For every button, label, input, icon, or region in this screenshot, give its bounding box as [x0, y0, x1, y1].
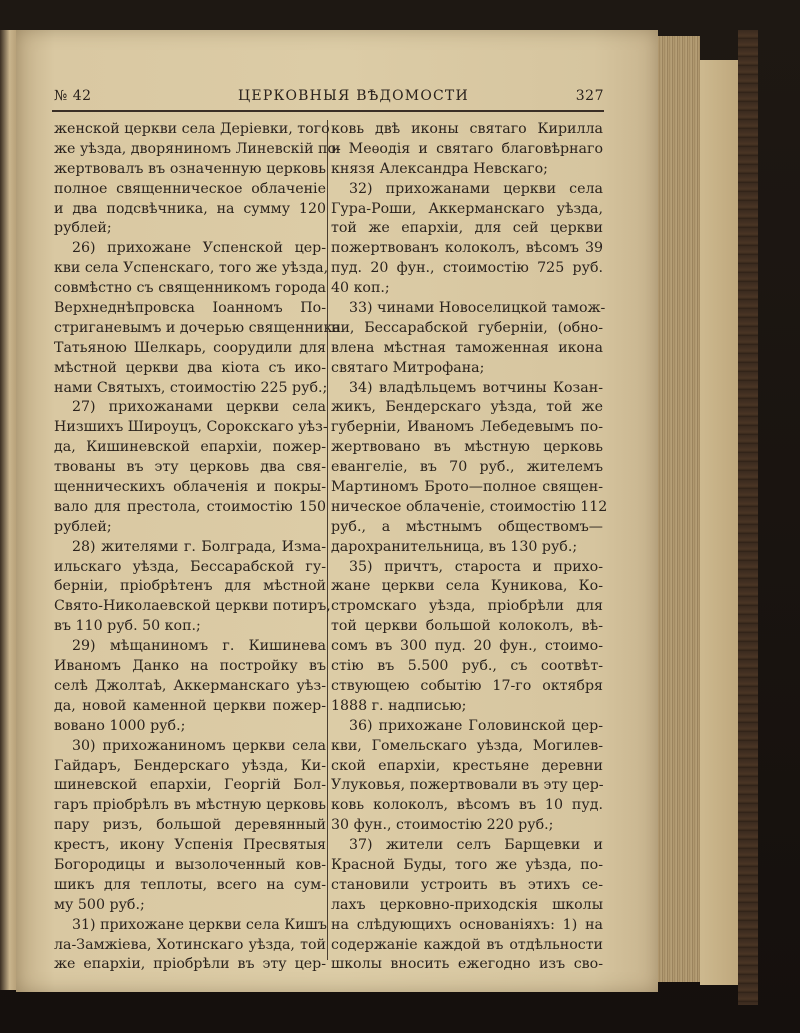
issue-number: № 42 [54, 88, 92, 104]
right-column-line: 32) прихожанами церкви села [349, 180, 603, 197]
right-column-line: жикъ, Бендерскаго уѣзда, той же [331, 399, 603, 416]
left-column-line: шикъ для теплоты, всего на сум- [54, 876, 326, 893]
left-column-line: селѣ Джолтаѣ, Аккерманскаго уѣз- [54, 677, 326, 694]
left-column-line: же епархіи, пріобрѣли въ эту цер- [54, 956, 326, 973]
left-column-line: 31) прихожане церкви села Кишъ [72, 916, 327, 933]
left-column-line: 29) мѣщаниномъ г. Кишинева [72, 638, 326, 655]
left-column-line: гаръ пріобрѣлъ въ мѣстную церковь [54, 797, 326, 814]
right-column-line: ской епархіи, крестьяне деревни [331, 757, 603, 774]
left-column-line: му 500 руб.; [54, 896, 145, 913]
left-column-line: 26) прихожане Успенской цер- [72, 240, 326, 257]
page-number: 327 [575, 88, 604, 104]
journal-title: ЦЕРКОВНЫЯ ВѢДОМОСТИ [238, 88, 469, 104]
left-column-line: 28) жителями г. Болграда, Изма- [72, 538, 326, 555]
right-column-line: той церкви большой колоколъ, вѣ- [331, 618, 603, 635]
right-column-line: и Меѳодія и святаго благовѣрнаго [331, 140, 603, 157]
right-column-line: 33) чинами Новоселицкой тамож- [349, 300, 606, 317]
right-column-line: 36) прихожане Головинской цер- [349, 717, 603, 734]
right-column-line: Гура-Роши, Аккерманскаго уѣзда, [331, 200, 603, 217]
right-column-line: Красной Буды, того же уѣзда, по- [331, 856, 603, 873]
left-column-line: совмѣстно съ священникомъ города [54, 280, 326, 297]
right-column-line: дарохранительница, въ 130 руб.; [331, 538, 578, 555]
left-column-line: пару ризъ, большой деревянный [54, 817, 326, 834]
right-column-line: той же епархіи, для сей церкви [331, 220, 603, 237]
left-column-line: и два подсвѣчника, на сумму 120 [54, 200, 326, 217]
right-column-line: становили устроить въ этихъ се- [331, 876, 603, 893]
right-column-line: ническое облаченіе, стоимостію 112 [331, 498, 608, 515]
book-cover-edge [738, 30, 758, 1005]
right-column-line: сомъ въ 300 пуд. 20 фун., стоимо- [331, 638, 603, 655]
right-column-line: руб., а мѣстнымъ обществомъ— [331, 518, 603, 535]
running-header [54, 86, 604, 110]
left-column-line: вовано 1000 руб.; [54, 717, 186, 734]
right-column-line: 1888 г. надписью; [331, 697, 467, 714]
left-column-line: 27) прихожанами церкви села [72, 399, 326, 416]
left-column-line: берніи, пріобрѣтенъ для мѣстной [54, 578, 326, 595]
left-column-line: Низшихъ Широуцъ, Сорокскаго уѣз- [54, 419, 328, 436]
left-column-line: да, Кишиневской епархіи, пожер- [54, 439, 326, 456]
right-column-line: 37) жители селъ Барщевки и [349, 837, 603, 854]
left-column-line: да, новой каменной церкви пожер- [54, 697, 326, 714]
right-column [331, 120, 608, 975]
right-column-line: содержаніе каждой въ отдѣльности [331, 936, 603, 953]
back-page-edge [700, 60, 738, 985]
right-column-line: 30 фун., стоимостію 220 руб.; [331, 817, 554, 834]
left-column-line: щенническихъ облаченія и покры- [54, 479, 326, 496]
right-column-line: ни, Бессарабской губерніи, (обно- [331, 319, 603, 336]
header-rule [52, 110, 604, 112]
right-column-line: 34) владѣльцемъ вотчины Козан- [349, 379, 603, 396]
left-column [54, 120, 341, 975]
right-column-line: стромскаго уѣзда, пріобрѣли для [331, 598, 603, 615]
left-column-line: женской церкви села Деріевки, того [54, 121, 330, 137]
right-column-line: Мартиномъ Брото—полное священ- [331, 479, 603, 496]
right-column-line: губерніи, Иваномъ Лебедевымъ по- [331, 419, 603, 436]
right-column-line: школы вносить ежегодно изъ сво- [331, 956, 603, 973]
right-column-line: лахъ церковно-приходскія школы [331, 896, 603, 913]
left-column-line: Иваномъ Данко на постройку въ [54, 658, 326, 675]
left-column-line: Свято-Николаевской церкви потиръ, [54, 598, 331, 615]
right-column-line: ковь двѣ иконы святаго Кирилла [331, 121, 603, 137]
page-stack-edge [658, 36, 700, 982]
left-column-line: Богородицы и вызолоченный ков- [54, 856, 326, 873]
left-column-line: полное священническое облаченіе [54, 180, 326, 197]
right-column-line: пожертвованъ колоколъ, вѣсомъ 39 [331, 240, 603, 257]
right-column-line: князя Александра Невскаго; [331, 160, 548, 177]
left-column-line: рублей; [54, 220, 112, 237]
left-column-line: Гайдаръ, Бендерскаго уѣзда, Ки- [54, 757, 326, 774]
left-column-line: нами Святыхъ, стоимостію 225 руб.; [54, 379, 328, 396]
right-column-line: 35) причтъ, староста и прихо- [349, 558, 603, 575]
left-column-line: твованы въ эту церковь два свя- [54, 459, 326, 476]
left-column-line: же уѣзда, дворяниномъ Линевскій по- [54, 140, 341, 157]
left-column-line: Татьяною Шелкарь, соорудили для [54, 339, 326, 356]
left-column-line: вало для престола, стоимостію 150 [54, 498, 326, 515]
left-column-line: въ 110 руб. 50 коп.; [54, 618, 201, 635]
right-column-line: 40 коп.; [331, 280, 390, 297]
right-column-line: ствующею событію 17-го октября [331, 677, 603, 694]
left-column-line: шиневской епархіи, Георгій Бол- [54, 777, 326, 794]
left-column-line: ла-Замжіева, Хотинскаго уѣзда, той [54, 936, 326, 953]
right-column-line: влена мѣстная таможенная икона [331, 339, 603, 356]
right-column-line: на слѣдующихъ основаніяхъ: 1) на [331, 916, 603, 933]
right-column-line: ковь колоколъ, вѣсомъ въ 10 пуд. [331, 797, 603, 814]
left-column-line: жертвовалъ въ означенную церковь [54, 160, 326, 177]
left-column-line: мѣстной церкви два кіота съ ико- [54, 359, 326, 376]
left-page-edge [0, 30, 16, 990]
left-column-line: стриганевымъ и дочерью священника [54, 319, 341, 336]
right-column-line: пуд. 20 фун., стоимостію 725 руб. [331, 260, 603, 277]
left-column-line: крестъ, икону Успенія Пресвятыя [54, 837, 326, 854]
left-column-line: кви села Успенскаго, того же уѣзда, [54, 260, 329, 277]
right-column-line: кви, Гомельскаго уѣзда, Могилев- [331, 737, 603, 754]
column-separator [327, 120, 328, 960]
left-column-line: 30) прихожаниномъ церкви села [72, 737, 326, 754]
right-column-line: жертвовано въ мѣстную церковь [331, 439, 603, 456]
left-column-line: ильскаго уѣзда, Бессарабской гу- [54, 558, 326, 575]
right-column-line: стію въ 5.500 руб., съ соотвѣт- [331, 658, 603, 675]
right-column-line: жане церкви села Куникова, Ко- [331, 578, 603, 595]
right-column-line: Улуковья, пожертвовали въ эту цер- [331, 777, 604, 794]
left-column-line: рублей; [54, 518, 112, 535]
left-column-line: Верхнеднѣпровска Іоанномъ По- [54, 300, 326, 317]
right-column-line: святаго Митрофана; [331, 359, 485, 376]
right-column-line: евангеліе, въ 70 руб., жителемъ [331, 459, 603, 476]
